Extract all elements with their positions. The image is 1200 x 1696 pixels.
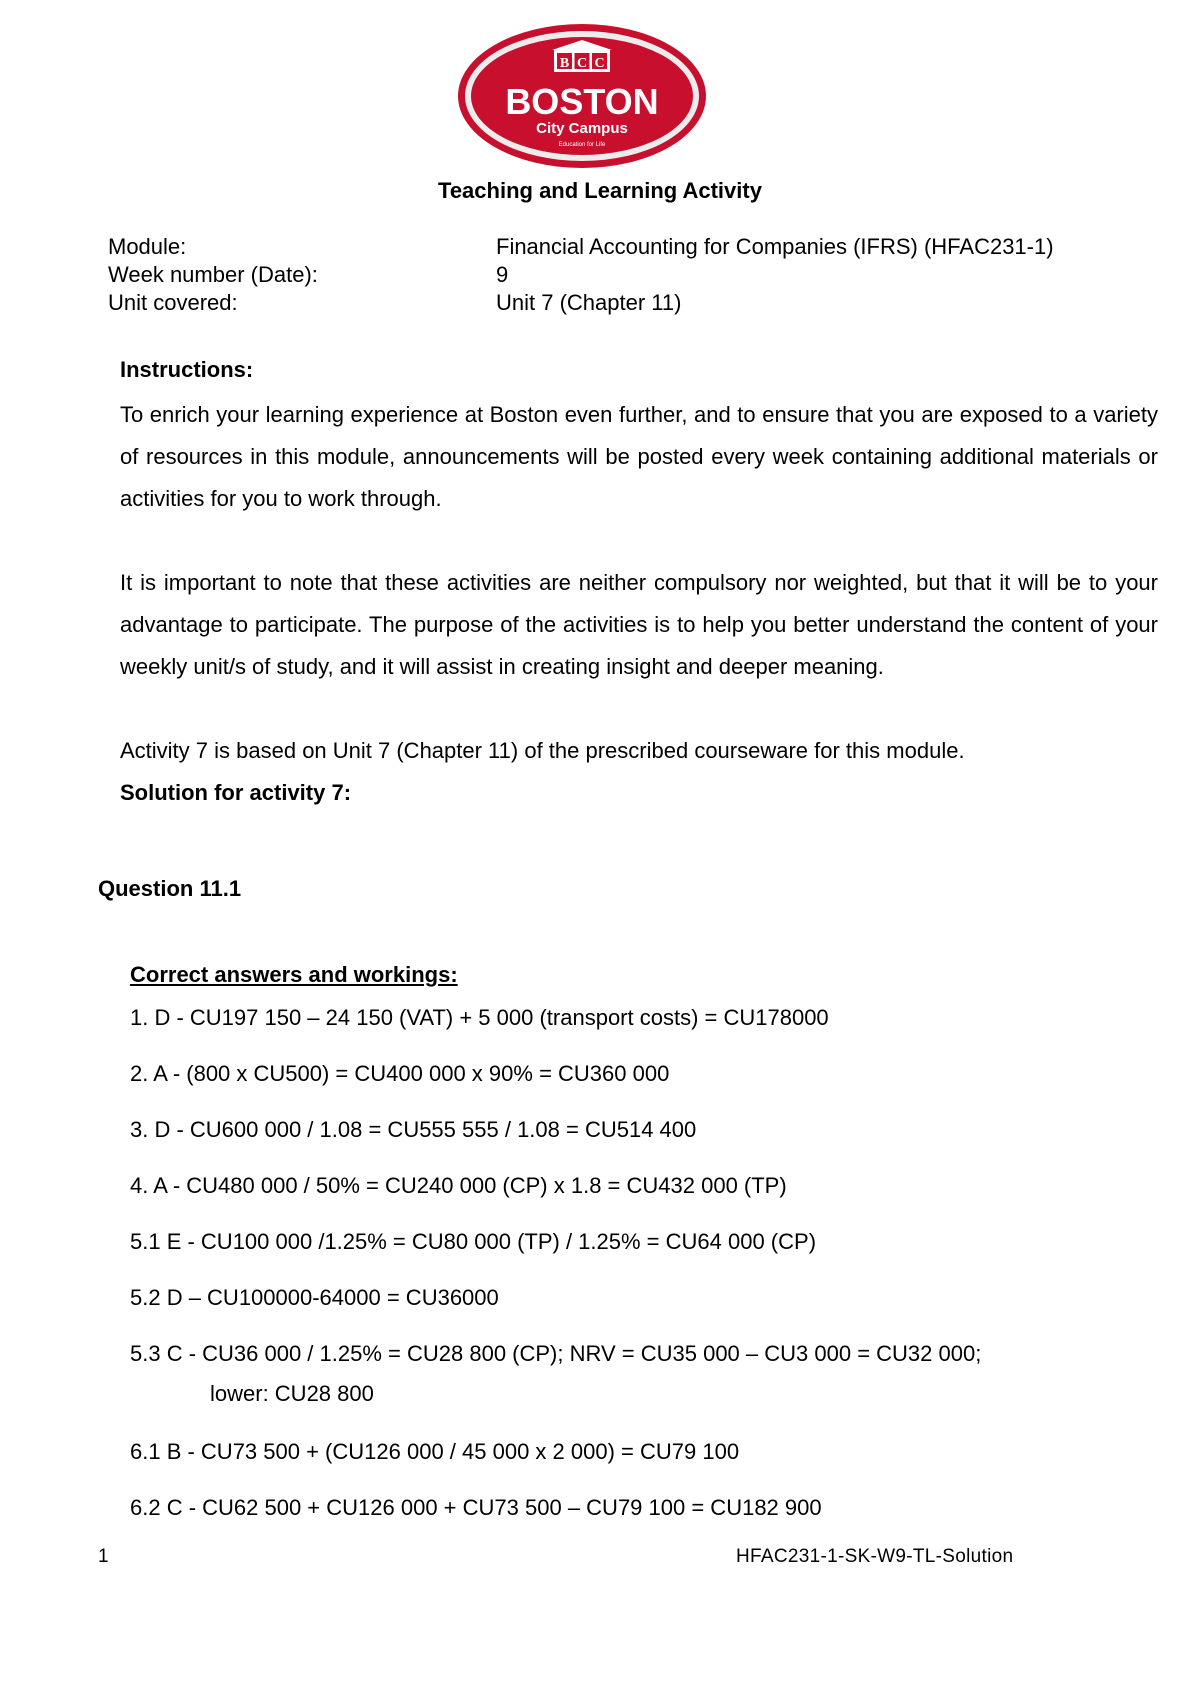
answers-title: Correct answers and workings: [130, 962, 458, 987]
meta-label: Module: [108, 234, 187, 259]
logo-monogram-letter-1: B [559, 56, 570, 71]
logo-monogram-letter-2: C [576, 56, 588, 71]
question-heading: Question 11.1 [98, 876, 242, 901]
logo-monogram-letter-3: C [594, 56, 605, 71]
instructions-section [120, 356, 1158, 814]
answer-item-continuation: lower: CU28 800 [210, 1381, 374, 1406]
meta-value: 9 [496, 262, 509, 287]
solution-heading: Solution for activity 7: [120, 780, 352, 805]
logo-tagline: Education for Life [558, 142, 606, 148]
instructions-heading: Instructions: [120, 357, 254, 382]
logo-subtitle: City Campus [536, 120, 628, 137]
instructions-paragraph: Activity 7 is based on Unit 7 (Chapter 11) of the prescribed courseware for this module. [120, 738, 965, 763]
logo-brand: BOSTON [505, 81, 659, 122]
document-title: Teaching and Learning Activity [438, 178, 762, 203]
meta-label: Unit covered: [108, 290, 238, 315]
answer-item-text: 5.3 C - CU36 000 / 1.25% = CU28 800 (CP); NRV = CU35 000 – CU3 000 = CU32 000; [130, 1341, 982, 1366]
document-code: HFAC231-1-SK-W9-TL-Solution [736, 1546, 1014, 1567]
answer-item: 1. D - CU197 150 – 24 150 (VAT) + 5 000 (transport costs) = CU178000 [130, 1005, 829, 1030]
answer-item: 3. D - CU600 000 / 1.08 = CU555 555 / 1.08 = CU514 400 [130, 1117, 697, 1142]
meta-value: Financial Accounting for Companies (IFRS) (HFAC231-1) [496, 234, 1054, 259]
meta-label: Week number (Date): [108, 262, 318, 287]
answer-item: 2. A - (800 x CU500) = CU400 000 x 90% = CU360 000 [130, 1061, 670, 1086]
answer-item: 6.1 B - CU73 500 + (CU126 000 / 45 000 x 2 000) = CU79 100 [130, 1439, 740, 1464]
answer-item: 5.2 D – CU100000-64000 = CU36000 [130, 1285, 499, 1310]
answers-section [130, 962, 1130, 1550]
meta-value: Unit 7 (Chapter 11) [496, 290, 682, 315]
answer-item [130, 1340, 1130, 1438]
instructions-paragraph: To enrich your learning experience at Boston even further, and to ensure that you are exposed to a variety of resources in this module, announcements will be posted every week containing additional materials or activities for you to work through. [120, 402, 1158, 511]
page-number: 1 [98, 1546, 109, 1567]
answer-item: 4. A - CU480 000 / 50% = CU240 000 (CP) x 1.8 = CU432 000 (TP) [130, 1173, 787, 1198]
instructions-paragraph: It is important to note that these activities are neither compulsory nor weighted, but that it will be to your advantage to participate. The purpose of the activities is to help you better understand the content of your weekly unit/s of study, and it will assist in creating insight and deeper meaning. [120, 570, 1158, 679]
logo-emblem [456, 22, 708, 170]
boston-city-campus-logo [456, 22, 708, 170]
answer-item: 6.2 C - CU62 500 + CU126 000 + CU73 500 – CU79 100 = CU182 900 [130, 1495, 822, 1520]
answer-item: 5.1 E - CU100 000 /1.25% = CU80 000 (TP) / 1.25% = CU64 000 (CP) [130, 1229, 817, 1254]
